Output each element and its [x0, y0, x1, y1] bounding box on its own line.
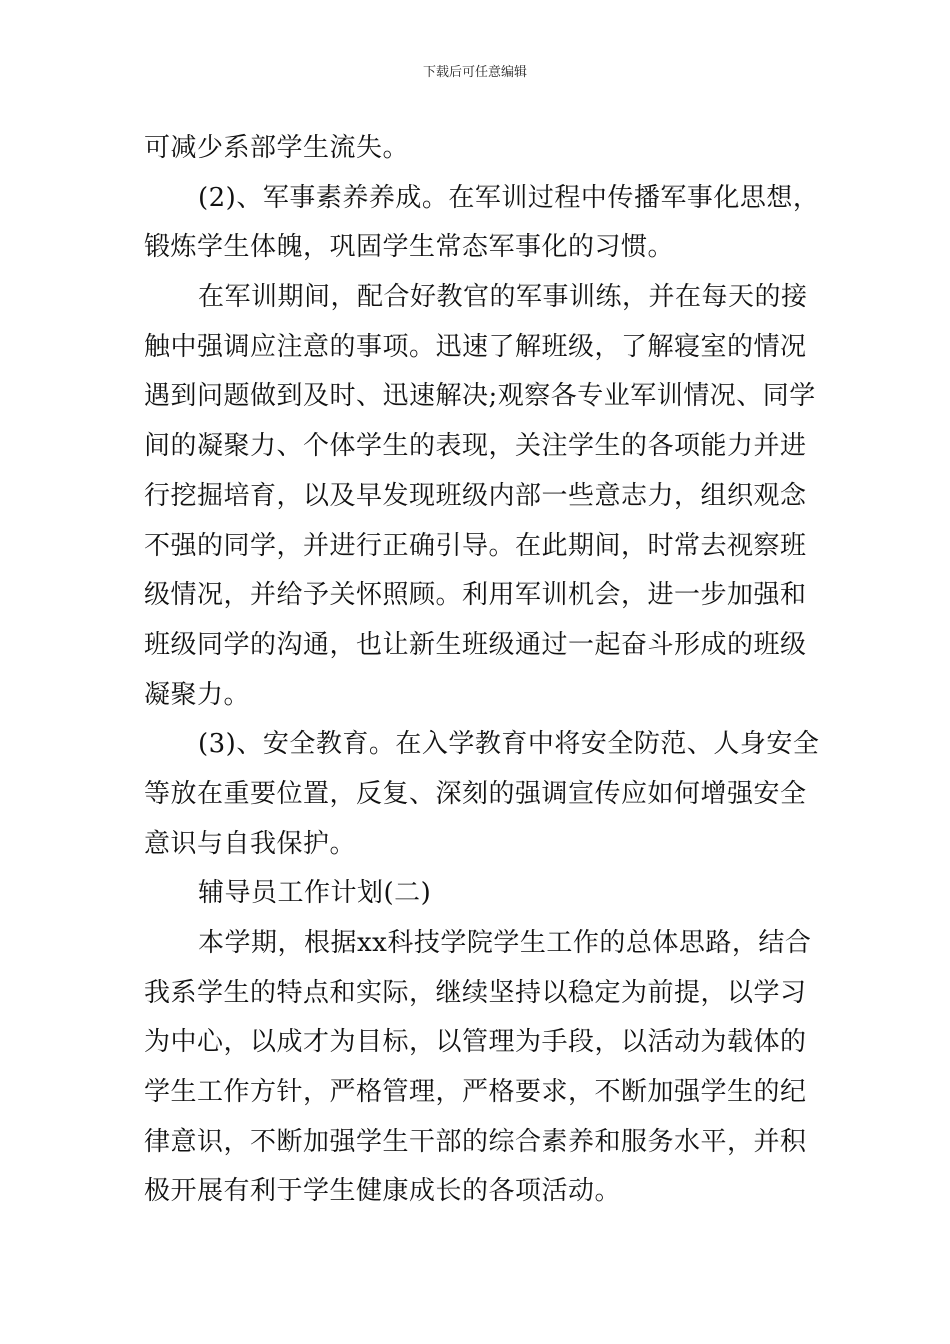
text-line: 可减少系部学生流失。	[144, 133, 410, 163]
text-line: 我系学生的特点和实际，继续坚持以稳定为前提，以学习	[144, 977, 807, 1008]
text-line: 为中心，以成才为目标，以管理为手段，以活动为载体的	[144, 1027, 807, 1058]
text-line: 间的凝聚力、个体学生的表现，关注学生的各项能力并进	[144, 431, 807, 462]
paragraph-start-line: (3)、安全教育。在入学教育中将安全防范、人身安全	[198, 729, 820, 760]
paragraph-start-line: 在军训期间，配合好教官的军事训练，并在每天的接	[198, 282, 808, 313]
text-line: 级情况，并给予关怀照顾。利用军训机会，进一步加强和	[144, 580, 807, 611]
document-body	[144, 124, 820, 1217]
section-heading: 辅导员工作计划(二)	[198, 878, 432, 909]
text-line: 律意识，不断加强学生干部的综合素养和服务水平，并积	[144, 1126, 807, 1157]
text-line: 凝聚力。	[144, 679, 251, 710]
text-line: 触中强调应注意的事项。迅速了解班级，了解寝室的情况	[144, 331, 807, 362]
text-line: 班级同学的沟通，也让新生班级通过一起奋斗形成的班级	[144, 629, 807, 660]
text-line: 遇到问题做到及时、迅速解决;观察各专业军训情况、同学	[144, 381, 816, 412]
page-header: 下载后可任意编辑	[422, 65, 527, 80]
text-line: 行挖掘培育，以及早发现班级内部一些意志力，组织观念	[144, 480, 807, 511]
text-line: 等放在重要位置，反复、深刻的强调宣传应如何增强安全	[144, 778, 807, 809]
text-line: 不强的同学，并进行正确引导。在此期间，时常去视察班	[144, 530, 807, 561]
text-line: 学生工作方针，严格管理，严格要求，不断加强学生的纪	[144, 1077, 807, 1108]
paragraph-start-line: (2)、军事素养养成。在军训过程中传播军事化思想，	[198, 182, 820, 213]
text-line: 意识与自我保护。	[144, 828, 357, 859]
text-line: 极开展有利于学生健康成长的各项活动。	[144, 1176, 622, 1207]
paragraph-start-line: 本学期，根据xx科技学院学生工作的总体思路，结合	[198, 928, 812, 958]
text-line: 锻炼学生体魄，巩固学生常态军事化的习惯。	[144, 232, 675, 263]
